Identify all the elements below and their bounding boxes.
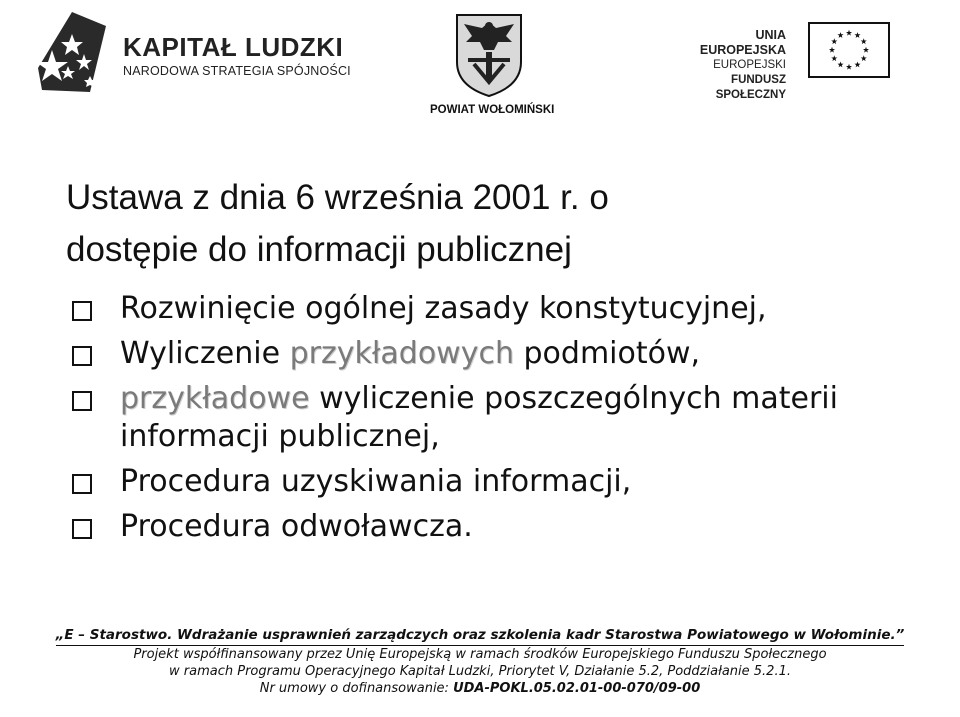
bullet-text: Procedura uzyskiwania informacji, — [120, 464, 632, 499]
list-item — [66, 463, 956, 501]
bullet-text: Rozwinięcie ogólnej zasady konstytucyjnej, — [120, 291, 767, 326]
list-item — [66, 290, 956, 328]
bullet-text: Procedura odwoławcza. — [120, 509, 473, 544]
square-bullet-icon — [72, 519, 92, 539]
eu-line-3: FUNDUSZ SPOŁECZNY — [715, 74, 786, 101]
square-bullet-icon — [72, 391, 92, 411]
footer — [0, 624, 960, 698]
square-bullet-icon — [72, 474, 92, 494]
bullet-text-post: podmiotów, — [513, 336, 701, 371]
footer-cofinance-line: Projekt współfinansowany przez Unię Europejską w ramach środków Europejskiego Funduszu Społecznego — [133, 647, 827, 662]
bullet-highlight: przykładowych — [289, 336, 514, 371]
bullet-highlight: przykładowe — [120, 381, 310, 416]
bullet-text-post: wyliczenie poszczególnych materii informacji publicznej, — [120, 381, 838, 454]
footer-project-title: „E – Starostwo. Wdrażanie usprawnień zarządczych oraz szkolenia kadr Starostwa Powiatowego w Wołominie.” — [56, 626, 905, 646]
footer-contract-line — [0, 680, 960, 698]
list-item — [66, 335, 956, 373]
powiat-label: POWIAT WOŁOMIŃSKI — [430, 104, 555, 116]
kapital-ludzki-logo-icon — [32, 10, 110, 94]
footer-program-line: w ramach Programu Operacyjnego Kapitał Ludzki, Priorytet V, Działanie 5.2, Poddziałanie 5.2.1. — [169, 664, 791, 679]
title-line-1: Ustawa z dnia 6 września 2001 r. o — [66, 178, 609, 217]
bullet-list — [66, 290, 956, 553]
footer-contract-number: UDA-POKL.05.02.01-00-070/09-00 — [453, 681, 701, 696]
square-bullet-icon — [72, 346, 92, 366]
eu-line-2: EUROPEJSKI — [713, 59, 786, 71]
kapital-ludzki-subtitle: NARODOWA STRATEGIA SPÓJNOŚCI — [123, 64, 351, 78]
slide-title — [66, 172, 946, 276]
kapital-ludzki-title: KAPITAŁ LUDZKI — [123, 32, 344, 62]
title-line-2: dostępie do informacji publicznej — [66, 230, 572, 269]
list-item — [66, 380, 956, 456]
header-logos — [0, 0, 960, 125]
powiat-crest-icon — [454, 12, 524, 98]
list-item — [66, 508, 956, 546]
footer-contract-label: Nr umowy o dofinansowanie: — [259, 681, 454, 696]
eu-text-block — [668, 28, 786, 103]
eu-flag-icon — [808, 22, 890, 78]
square-bullet-icon — [72, 301, 92, 321]
bullet-text-pre: Wyliczenie — [120, 336, 290, 371]
eu-line-1: UNIA EUROPEJSKA — [699, 28, 786, 57]
